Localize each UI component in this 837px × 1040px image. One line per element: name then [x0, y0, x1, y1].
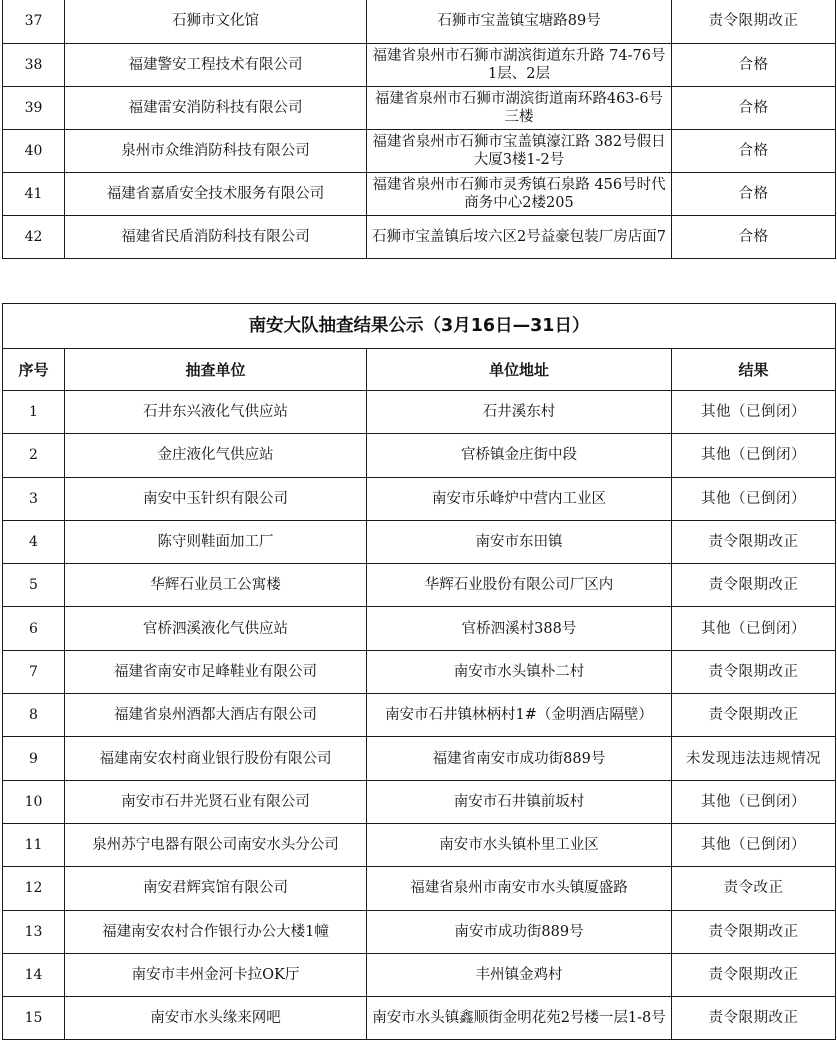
result-cell: 其他（已倒闭）: [672, 607, 836, 650]
unit-name-cell: 福建省泉州酒都大酒店有限公司: [65, 694, 367, 737]
result-cell: 责令改正: [672, 867, 836, 910]
serial-number-cell: 8: [3, 694, 65, 737]
result-cell: 责令限期改正: [672, 520, 836, 563]
table-title: 南安大队抽查结果公示（3月16日—31日）: [3, 304, 836, 349]
result-cell: 责令限期改正: [672, 910, 836, 953]
unit-name-cell: 石井东兴液化气供应站: [65, 391, 367, 434]
unit-name-cell: 福建南安农村合作银行办公大楼1幢: [65, 910, 367, 953]
unit-address-cell: 官桥泗溪村388号: [367, 607, 672, 650]
result-cell: 其他（已倒闭）: [672, 823, 836, 866]
unit-address-cell: 福建省泉州市南安市水头镇厦盛路: [367, 867, 672, 910]
serial-number-cell: 1: [3, 391, 65, 434]
table-row: [3, 173, 836, 216]
serial-number-cell: 38: [3, 44, 65, 87]
unit-name-cell: 福建雷安消防科技有限公司: [65, 87, 367, 130]
unit-address-cell: 南安市乐峰炉中营内工业区: [367, 477, 672, 520]
table-row: [3, 434, 836, 477]
unit-address-cell: 福建省泉州市石狮市灵秀镇石泉路 456号时代商务中心2楼205: [367, 173, 672, 216]
result-cell: 合格: [672, 173, 836, 216]
unit-address-cell: 南安市成功街889号: [367, 910, 672, 953]
previous-results-table: [2, 0, 836, 259]
serial-number-cell: 41: [3, 173, 65, 216]
unit-address-cell: 福建省泉州市石狮市湖滨街道东升路 74-76号1层、2层: [367, 44, 672, 87]
result-cell: 责令限期改正: [672, 997, 836, 1040]
unit-address-cell: 石狮市宝盖镇宝塘路89号: [367, 0, 672, 44]
unit-address-cell: 石狮市宝盖镇后垵六区2号益豪包装厂房店面7: [367, 216, 672, 259]
table-row: [3, 130, 836, 173]
unit-name-cell: 南安市丰州金河卡拉OK厅: [65, 953, 367, 996]
unit-name-cell: 南安市水头缘来网吧: [65, 997, 367, 1040]
table-row: [3, 391, 836, 434]
serial-number-cell: 9: [3, 737, 65, 780]
serial-number-cell: 13: [3, 910, 65, 953]
serial-number-cell: 3: [3, 477, 65, 520]
unit-name-cell: 泉州苏宁电器有限公司南安水头分公司: [65, 823, 367, 866]
result-cell: 合格: [672, 216, 836, 259]
serial-number-cell: 40: [3, 130, 65, 173]
unit-address-cell: 官桥镇金庄街中段: [367, 434, 672, 477]
table-title-row: [3, 304, 836, 349]
result-cell: 合格: [672, 130, 836, 173]
unit-name-cell: 福建省南安市足峰鞋业有限公司: [65, 650, 367, 693]
unit-address-cell: 南安市水头镇朴里工业区: [367, 823, 672, 866]
unit-name-cell: 石狮市文化馆: [65, 0, 367, 44]
serial-number-cell: 2: [3, 434, 65, 477]
serial-number-cell: 14: [3, 953, 65, 996]
table-row: [3, 0, 836, 44]
table-row: [3, 780, 836, 823]
unit-address-cell: 南安市石井镇前坂村: [367, 780, 672, 823]
unit-address-cell: 南安市石井镇林柄村1#（金明酒店隔壁）: [367, 694, 672, 737]
serial-number-cell: 4: [3, 520, 65, 563]
header-unit-address: 单位地址: [367, 349, 672, 391]
table-row: [3, 910, 836, 953]
result-cell: 其他（已倒闭）: [672, 477, 836, 520]
table-row: [3, 737, 836, 780]
result-cell: 责令限期改正: [672, 0, 836, 44]
unit-name-cell: 华辉石业员工公寓楼: [65, 564, 367, 607]
previous-results-body: [3, 0, 836, 259]
serial-number-cell: 37: [3, 0, 65, 44]
result-cell: 责令限期改正: [672, 953, 836, 996]
table-row: [3, 216, 836, 259]
table-row: [3, 477, 836, 520]
inspection-results-body: [3, 391, 836, 1040]
serial-number-cell: 11: [3, 823, 65, 866]
table-row: [3, 607, 836, 650]
table-row: [3, 44, 836, 87]
unit-name-cell: 南安市石井光贤石业有限公司: [65, 780, 367, 823]
table-row: [3, 867, 836, 910]
result-cell: 责令限期改正: [672, 564, 836, 607]
unit-name-cell: 福建南安农村商业银行股份有限公司: [65, 737, 367, 780]
unit-name-cell: 泉州市众维消防科技有限公司: [65, 130, 367, 173]
unit-address-cell: 丰州镇金鸡村: [367, 953, 672, 996]
nanan-inspection-table: [2, 303, 836, 1040]
unit-name-cell: 陈守则鞋面加工厂: [65, 520, 367, 563]
unit-address-cell: 福建省南安市成功街889号: [367, 737, 672, 780]
result-cell: 合格: [672, 87, 836, 130]
unit-address-cell: 石井溪东村: [367, 391, 672, 434]
result-cell: 其他（已倒闭）: [672, 434, 836, 477]
unit-address-cell: 福建省泉州市石狮市宝盖镇濠江路 382号假日大厦3楼1-2号: [367, 130, 672, 173]
table-row: [3, 953, 836, 996]
table-row: [3, 564, 836, 607]
result-cell: 责令限期改正: [672, 650, 836, 693]
serial-number-cell: 15: [3, 997, 65, 1040]
table-header-row: [3, 349, 836, 391]
serial-number-cell: 42: [3, 216, 65, 259]
unit-name-cell: 福建警安工程技术有限公司: [65, 44, 367, 87]
table-row: [3, 997, 836, 1040]
unit-address-cell: 南安市东田镇: [367, 520, 672, 563]
result-cell: 未发现违法违规情况: [672, 737, 836, 780]
result-cell: 其他（已倒闭）: [672, 391, 836, 434]
unit-address-cell: 福建省泉州市石狮市湖滨街道南环路463-6号三楼: [367, 87, 672, 130]
unit-name-cell: 金庄液化气供应站: [65, 434, 367, 477]
table-row: [3, 650, 836, 693]
table-row: [3, 823, 836, 866]
serial-number-cell: 39: [3, 87, 65, 130]
unit-address-cell: 南安市水头镇鑫顺街金明花苑2号楼一层1-8号: [367, 997, 672, 1040]
table-row: [3, 694, 836, 737]
header-result: 结果: [672, 349, 836, 391]
serial-number-cell: 12: [3, 867, 65, 910]
header-inspected-unit: 抽查单位: [65, 349, 367, 391]
table-row: [3, 520, 836, 563]
serial-number-cell: 5: [3, 564, 65, 607]
serial-number-cell: 6: [3, 607, 65, 650]
unit-name-cell: 福建省民盾消防科技有限公司: [65, 216, 367, 259]
serial-number-cell: 7: [3, 650, 65, 693]
header-serial-number: 序号: [3, 349, 65, 391]
unit-address-cell: 华辉石业股份有限公司厂区内: [367, 564, 672, 607]
unit-name-cell: 福建省嘉盾安全技术服务有限公司: [65, 173, 367, 216]
result-cell: 合格: [672, 44, 836, 87]
table-row: [3, 87, 836, 130]
unit-name-cell: 南安君辉宾馆有限公司: [65, 867, 367, 910]
serial-number-cell: 10: [3, 780, 65, 823]
unit-name-cell: 官桥泗溪液化气供应站: [65, 607, 367, 650]
unit-name-cell: 南安中玉针织有限公司: [65, 477, 367, 520]
unit-address-cell: 南安市水头镇朴二村: [367, 650, 672, 693]
result-cell: 责令限期改正: [672, 694, 836, 737]
result-cell: 其他（已倒闭）: [672, 780, 836, 823]
